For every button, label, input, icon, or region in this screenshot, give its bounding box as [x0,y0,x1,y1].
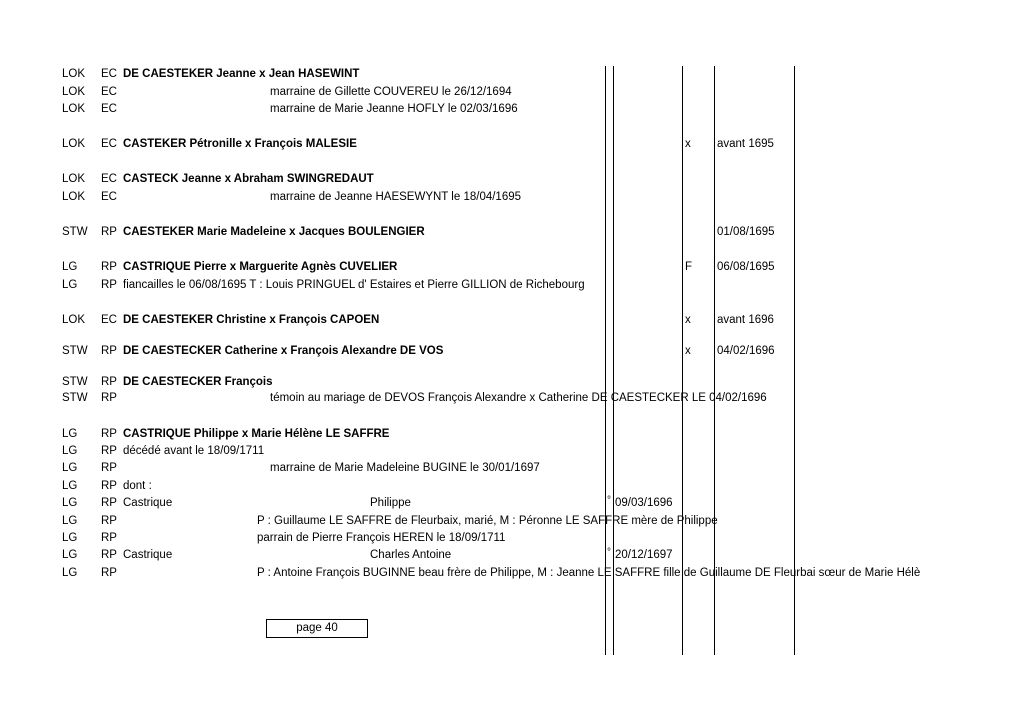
source-code: LG [62,567,78,579]
record-type: RP [101,480,117,492]
table-row [0,478,1024,495]
table-row [0,426,1024,443]
record-type: EC [101,103,117,115]
record-type: RP [101,549,117,561]
record-type: RP [101,392,117,404]
table-row [0,565,948,582]
source-code: STW [62,376,88,388]
table-row [0,136,1024,153]
status-flag: F [685,261,693,273]
record-type: RP [101,567,117,579]
marriage-date: 06/08/1695 [717,261,775,273]
couple-heading: CASTRIQUE Philippe x Marie Hélène LE SAFFRE [123,428,390,440]
couple-heading: CASTECK Jeanne x Abraham SWINGREDAUT [123,173,374,185]
record-type: EC [101,86,117,98]
source-code: STW [62,226,88,238]
source-code: LOK [62,314,86,326]
couple-heading: CASTEKER Pétronille x François MALESIE [123,138,357,150]
marriage-date: 04/02/1696 [717,345,775,357]
source-code: LOK [62,191,86,203]
table-row [0,460,1024,477]
table-row [0,374,1024,391]
record-type: RP [101,462,117,474]
record-type: EC [101,173,117,185]
source-code: LG [62,532,78,544]
status-flag: x [685,314,691,326]
record-detail: témoin au mariage de DEVOS François Alexandre x Catherine DE CAESTECKER LE 04/02/1696 [270,392,767,404]
table-row [0,312,1024,329]
child-surname: Castrique [123,497,173,509]
source-code: LG [62,515,78,527]
table-row [0,277,1024,294]
table-row [0,224,1024,241]
source-code: LG [62,445,78,457]
source-code: STW [62,392,88,404]
record-detail: P : Antoine François BUGINNE beau frère de Philippe, M : Jeanne LE SAFFRE fille de Guillaume DE Fleurbai sœur de Marie Hélè [257,567,921,579]
source-code: LG [62,462,78,474]
source-code: LOK [62,86,86,98]
status-flag: x [685,138,691,150]
record-type: RP [101,497,117,509]
couple-heading: DE CAESTEKER Jeanne x Jean HASEWINT [123,68,360,80]
source-code: LG [62,279,78,291]
child-surname: Castrique [123,549,173,561]
record-detail: marraine de Gillette COUVEREU le 26/12/1694 [270,86,512,98]
record-type: RP [101,226,117,238]
couple-heading: DE CAESTEKER Christine x François CAPOEN [123,314,380,326]
source-code: LOK [62,173,86,185]
table-row [0,390,1024,407]
record-type: EC [101,191,117,203]
table-row [0,343,1024,360]
table-row [0,495,1024,512]
record-type: RP [101,515,117,527]
table-row [0,84,1024,101]
birth-date: 20/12/1697 [615,549,673,561]
record-type: EC [101,68,117,80]
record-detail: dont : [123,480,152,492]
couple-heading: CAESTEKER Marie Madeleine x Jacques BOULENGIER [123,226,425,238]
record-detail: marraine de Marie Jeanne HOFLY le 02/03/1696 [270,103,518,115]
source-code: LOK [62,138,86,150]
source-code: LG [62,428,78,440]
record-type: RP [101,532,117,544]
couple-heading: DE CAESTECKER François [123,376,273,388]
status-flag: x [685,345,691,357]
record-type: EC [101,314,117,326]
source-code: STW [62,345,88,357]
record-type: EC [101,138,117,150]
record-type: RP [101,279,117,291]
table-row [0,259,1024,276]
record-type: RP [101,261,117,273]
table-row [0,513,1024,530]
child-given-name: Charles Antoine [370,549,452,561]
source-code: LG [62,480,78,492]
source-code: LG [62,261,78,273]
birth-date: 09/03/1696 [615,497,673,509]
source-code: LG [62,549,78,561]
record-type: RP [101,428,117,440]
marriage-date: avant 1696 [717,314,774,326]
table-row [0,443,1024,460]
child-given-name: Philippe [370,497,411,509]
record-detail: fiancailles le 06/08/1695 T : Louis PRINGUEL d' Estaires et Pierre GILLION de Richebourg [123,279,585,291]
record-type: RP [101,445,117,457]
page-number: page 40 [296,622,338,634]
table-row [0,189,1024,206]
table-row [0,530,1024,547]
record-detail: marraine de Marie Madeleine BUGINE le 30/01/1697 [270,462,540,474]
marriage-date: avant 1695 [717,138,774,150]
record-detail: parrain de Pierre François HEREN le 18/09/1711 [257,532,506,544]
record-detail: décédé avant le 18/09/1711 [123,445,265,457]
record-type: RP [101,376,117,388]
record-type: RP [101,345,117,357]
source-code: LOK [62,103,86,115]
source-code: LG [62,497,78,509]
page-number-box [266,619,368,638]
table-row [0,547,1024,564]
birth-mark: ° [607,547,611,558]
couple-heading: CASTRIQUE Pierre x Marguerite Agnès CUVELIER [123,261,398,273]
marriage-date: 01/08/1695 [717,226,775,238]
source-code: LOK [62,68,86,80]
record-detail: marraine de Jeanne HAESEWYNT le 18/04/1695 [270,191,522,203]
birth-mark: ° [607,495,611,506]
table-row [0,101,1024,118]
record-detail: P : Guillaume LE SAFFRE de Fleurbaix, marié, M : Péronne LE SAFFRE mère de Philippe [257,515,718,527]
couple-heading: DE CAESTECKER Catherine x François Alexandre DE VOS [123,345,444,357]
table-row [0,66,1024,83]
table-row [0,171,1024,188]
